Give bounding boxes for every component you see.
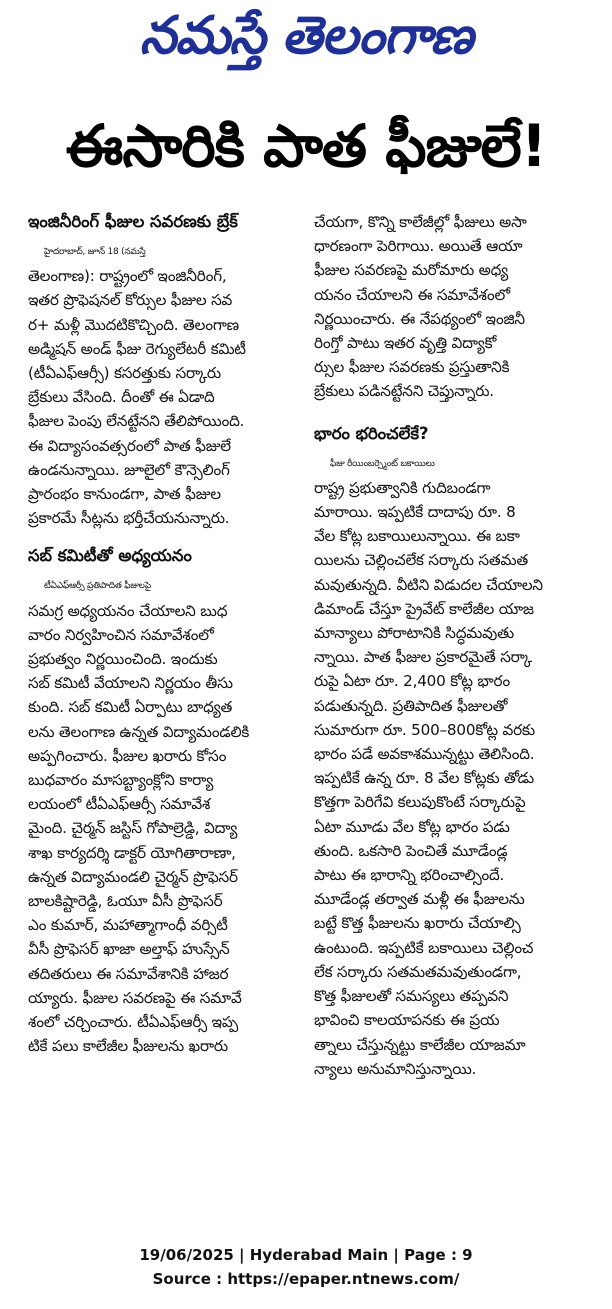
article-line: బట్టే కొత్త ఫీజులను ఖరారు చేయాల్సి	[314, 914, 521, 933]
article-line: డిమాండ్ చేస్తూ ప్రైవేట్ కాలేజీల యాజ	[314, 599, 534, 618]
article-line: మాన్యాలు పోరాటానికి సిద్ధమవుతు	[314, 624, 514, 643]
headline	[10, 112, 602, 194]
article-line: త్నాలు చేస్తున్నట్టు కాలేజీల యాజమా	[314, 1035, 526, 1054]
article-line: టీఏఎఫ్ఆర్సీ ప్రతిపాదిత ఫీజులపై	[44, 581, 151, 592]
article-line: పడుతున్నది. ప్రతిపాదిత ఫీజులతో	[314, 696, 508, 715]
article-line: అడ్మిషన్ అండ్ ఫీజు రెగ్యులేటరీ కమిటీ	[28, 339, 246, 358]
article-line: బుధవారం మాసబ్ట్యాంక్లోని కార్యా	[28, 771, 214, 790]
article-line: యిలను చెల్లించలేక సర్కారు సతమత	[314, 551, 528, 570]
article-line: ఉన్నత విద్యామండలి చైర్మన్ ప్రొఫెసర్	[28, 867, 238, 886]
article-line: భావించి కాలయాపనకు ఈ ప్రయ	[314, 1011, 500, 1030]
article-line: నిర్ణయించారు. ఈ నేపథ్యంలో ఇంజినీ	[314, 309, 525, 328]
article-line: మవుతున్నది. వీటిని విడుదల చేయాలని	[314, 575, 543, 594]
masthead-title: నమస్తే తెలంగాణ	[139, 5, 473, 66]
article-line: పాటు ఈ భారాన్ని భరించాల్సిందే.	[314, 866, 505, 885]
article-line: కొత్తగా పెరిగేవి కలుపుకొంటే సర్కారుపై	[314, 793, 526, 812]
article-line: లయంలో టీఏఎఫ్ఆర్సీ సమావేశ	[28, 795, 211, 814]
article-line: తదితరులు ఈ సమావేశానికి హాజర	[28, 964, 229, 983]
article-line: ర+ మళ్లీ మొదటికొచ్చింది. తెలంగాణ	[28, 315, 239, 334]
article-line: లను తెలంగాణ ఉన్నత విద్యామండలికి	[28, 722, 250, 741]
article-line: బ్రేకులు వేసింది. దీంతో ఈ ఏడాది	[28, 388, 215, 407]
article-line: ఎం కుమార్, మహాత్మాగాంధీ వర్సిటీ	[28, 916, 228, 935]
footer-edition-info: 19/06/2025 | Hyderabad Main | Page : 9	[139, 1246, 473, 1264]
article-line: చేయగా, కొన్ని కాలేజీల్లో ఫీజులు అసా	[314, 213, 527, 231]
article-line: తుంది. ఒకసారి పెంచితే మూడేండ్ల	[314, 841, 508, 860]
article-line: ప్రారంభం కానుండగా, పాత ఫీజుల	[28, 485, 221, 504]
article-line: టికే పలు కాలేజీల ఫీజులను ఖరారు	[28, 1037, 228, 1056]
article-line: అప్పగించారు. ఫీజుల ఖరారు కోసం	[28, 746, 227, 765]
article-line: ర్సుల ఫీజుల సవరణకు ప్రస్తుతానికి	[314, 358, 510, 377]
article-line: సమగ్ర అధ్యయనం చేయాలని బుధ	[28, 601, 228, 620]
footer-source-link[interactable]: Source : https://epaper.ntnews.com/	[152, 1270, 460, 1288]
paragraph-sub-committee	[28, 574, 310, 1058]
article-line: ప్రభుత్వం నిర్ణయించింది. ఇందుకు	[28, 650, 218, 669]
article-line: రాష్ట్ర ప్రభుత్వానికి గుదిబండగా	[314, 478, 491, 497]
article-line: మారాయి. ఇప్పటికే దాదాపు రూ. 8	[314, 503, 516, 522]
article-line: రుపై ఏటా రూ. 2,400 కోట్ల భారం	[314, 672, 511, 691]
paragraph-continued	[314, 210, 598, 404]
article-line: ప్రకారమే సీట్లను భర్తీచేయనున్నారు.	[28, 509, 230, 528]
article-line: లేక సర్కారు సతమతమవుతుండగా,	[314, 962, 522, 981]
article-line: న్నాయి. పాత ఫీజుల ప్రకారమైతే సర్కా	[314, 648, 532, 667]
article-line: కొత్త ఫీజులతో సమస్యలు తప్పవని	[314, 987, 509, 1006]
article-column-right	[314, 210, 598, 1081]
paragraph-intro	[28, 240, 310, 530]
article-line: యనం చేయాలని ఈ సమావేశంలో	[314, 285, 510, 304]
article-line: ఫీజు రీయింబర్స్మెంట్ బకాయిలు	[330, 458, 435, 469]
article-line: సుమారుగా రూ. 500–800కోట్ల వరకు	[314, 720, 535, 739]
article-line: వారం నిర్వహించిన సమావేశంలో	[28, 625, 214, 644]
article-line: బాలకిష్టారెడ్డి, ఓయూ వీసీ ప్రొఫెసర్	[28, 892, 223, 911]
article-line: భారం పడే అవకాశమున్నట్టు తెలిసింది.	[314, 745, 535, 764]
paragraph-burden	[314, 452, 598, 1081]
article-line: తెలంగాణ): రాష్ట్రంలో ఇంజినీరింగ్,	[28, 267, 227, 286]
article-line: వేల కోట్ల బకాయిలున్నాయి. ఈ బకా	[314, 527, 520, 546]
subheading-sub-committee: సబ్ కమిటీతో అధ్యయనం	[28, 546, 192, 566]
subheading-burden: భారం భరించలేకే?	[314, 423, 429, 443]
article-line: ఫీజుల పెంపు లేనట్టేనని తేలిపోయింది.	[28, 412, 245, 431]
article-line: మూడేండ్ల తర్వాత మళ్లీ ఈ ఫీజులను	[314, 890, 525, 909]
article-line: బ్రేకులు పడినట్టేనని చెప్తున్నారు.	[314, 382, 494, 401]
masthead-logo	[0, 0, 612, 84]
article-line: ఈ విద్యాసంవత్సరంలో పాత ఫీజులే	[28, 436, 231, 455]
subheading-fee-revision-brake: ఇంజినీరింగ్ ఫీజుల సవరణకు బ్రేక్	[28, 212, 238, 231]
article-line: రింగ్తో పాటు ఇతర వృత్తి విద్యాకో	[314, 334, 497, 353]
article-line: ఏటా మూడు వేల కోట్ల భారం పడు	[314, 817, 510, 836]
article-line: ఉంటుంది. ఇప్పటికే బకాయిలు చెల్లించ	[314, 938, 534, 957]
article-line: ఉండనున్నాయి. జూలైలో కౌన్సెలింగ్	[28, 460, 230, 479]
article-line: వీసీ ప్రొఫెసర్ ఖాజా అల్తాఫ్ హుస్సేన్	[28, 940, 230, 959]
article-line: శంలో చర్చించారు. టీఏఎఫ్ఆర్సీ ఇప్ప	[28, 1013, 238, 1032]
article-line: ఇతర ప్రొఫెషనల్ కోర్సుల ఫీజుల సవ	[28, 291, 233, 310]
article-line: న్యాలు అనుమానిస్తున్నాయి.	[314, 1059, 477, 1078]
headline-text: ఈసారికి పాత ఫీజులే!	[65, 111, 547, 180]
article-line: ధారణంగా పెరిగాయి. అయితే ఆయా	[314, 237, 523, 256]
article-line: హైదరాబాద్, జూన్ 18 (నమస్తే	[44, 247, 146, 257]
article-line: మైంది. చైర్మన్ జస్టిస్ గోపాల్రెడ్డి, విద్యా	[28, 819, 238, 838]
article-line: కుంది. సబ్ కమిటీ ఏర్పాటు బాధ్యత	[28, 698, 233, 717]
article-line: ఫీజుల సవరణపై మరోమారు అధ్య	[314, 261, 508, 280]
article-column-left	[28, 210, 310, 1059]
article-line: శాఖ కార్యదర్శి డాక్టర్ యోగితారాణా,	[28, 843, 236, 862]
article-line: సబ్ కమిటీ వేయాలని నిర్ణయం తీసు	[28, 674, 233, 693]
article-line: ఇప్పటికే ఉన్న రూ. 8 వేల కోట్లకు తోడు	[314, 769, 534, 788]
article-line: (టీఏఎఫ్ఆర్సీ) కసరత్తుకు సర్కారు	[28, 364, 221, 383]
article-line: య్యారు. ఫీజుల సవరణపై ఈ సమావే	[28, 988, 242, 1007]
